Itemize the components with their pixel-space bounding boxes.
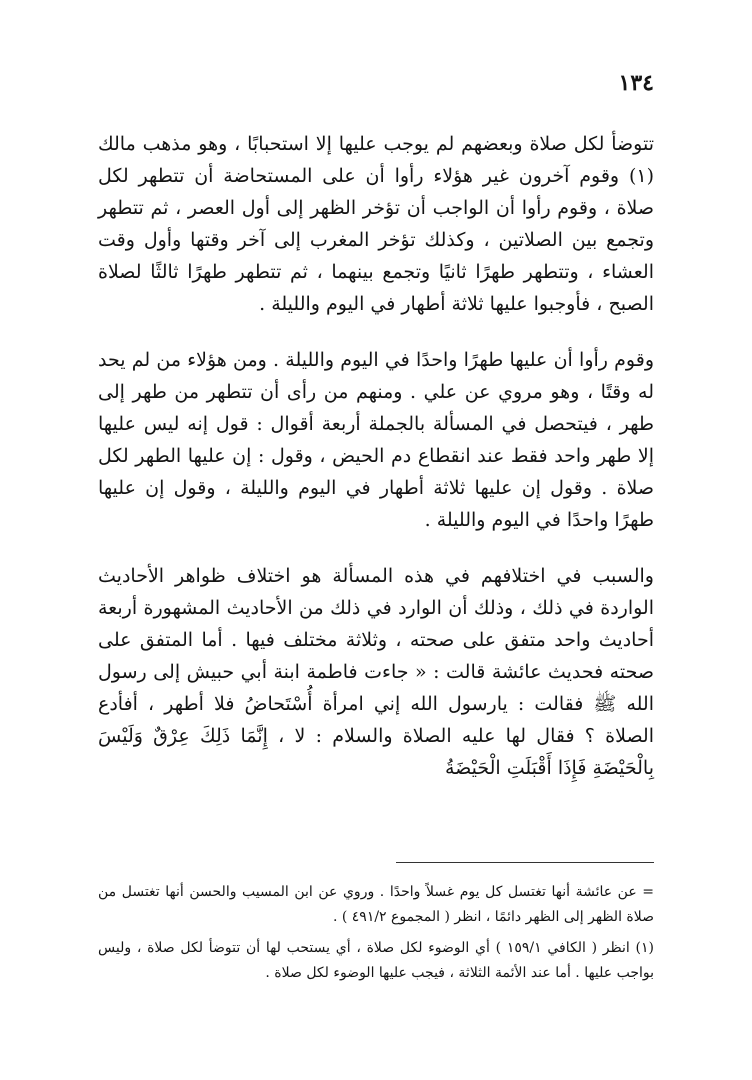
- footnote: (١) انظر ( الكافي ١٥٩/١ ) أي الوضوء لكل صلاة ، أي يستحب لها أن تتوضأ لكل صلاة ، وليس بواجب عليها . أما عند الأئمة الثلاثة ، فيجب عليها الوضوء لكل صلاة .: [98, 940, 654, 981]
- page-number: ١٣٤: [618, 70, 654, 96]
- footnote: = عن عائشة أنها تغتسل كل يوم غسلاً واحدًا . وروي عن ابن المسيب والحسن أنها تغتسل من صلاة الظهر إلى الظهر دائمًا ، انظر ( المجموع ٤٩١/٢ ) .: [98, 884, 654, 925]
- paragraph: وقوم رأوا أن عليها طهرًا واحدًا في اليوم والليلة . ومن هؤلاء من لم يحد له وقتًا ، وهو مروي عن علي . ومنهم من رأى أن تتطهر من طهر إلى طهر ، فيتحصل في المسألة بالجملة أربعة أقوال : قول إنه ليس عليها إلا طهر واحد فقط عند انقطاع دم الحيض ، وقول : إن عليها الطهر لكل صلاة . وقول إن عليها ثلاثة أطهار في اليوم والليلة ، وقول إن عليها طهرًا واحدًا في اليوم والليلة .: [98, 349, 654, 531]
- footnotes: [98, 880, 654, 992]
- main-text: [98, 128, 654, 808]
- footnote-divider: [396, 862, 654, 863]
- paragraph: تتوضأ لكل صلاة وبعضهم لم يوجب عليها إلا استحبابًا ، وهو مذهب مالك (١) وقوم آخرون غير هؤلاء رأوا أن على المستحاضة أن تتطهر لكل صلاة ، وقوم رأوا أن الواجب أن تؤخر الظهر إلى أول العصر ، ثم تتطهر وتجمع بين الصلاتين ، وكذلك تؤخر المغرب إلى آخر وقتها وأول وقت العشاء ، وتتطهر طهرًا ثانيًا وتجمع بينهما ، ثم تتطهر طهرًا ثالثًا لصلاة الصبح ، فأوجبوا عليها ثلاثة أطهار في اليوم والليلة .: [98, 133, 654, 315]
- paragraph: والسبب في اختلافهم في هذه المسألة هو اختلاف ظواهر الأحاديث الواردة في ذلك ، وذلك أن الوارد في ذلك من الأحاديث المشهورة أربعة أحاديث واحد متفق على صحته ، وثلاثة مختلف فيها . أما المتفق على صحته فحديث عائشة قالت : « جاءت فاطمة ابنة أبي حبيش إلى رسول الله ﷺ فقالت : يارسول الله إني امرأة أُسْتَحاضُ فلا أطهر ، أفأدع الصلاة ؟ فقال لها عليه الصلاة والسلام : لا ، إِنَّمَا ذَلِكَ عِرْقٌ وَلَيْسَ بِالْحَيْضَةِ فَإِذَا أَقْبَلَتِ الْحَيْضَةُ: [98, 565, 654, 779]
